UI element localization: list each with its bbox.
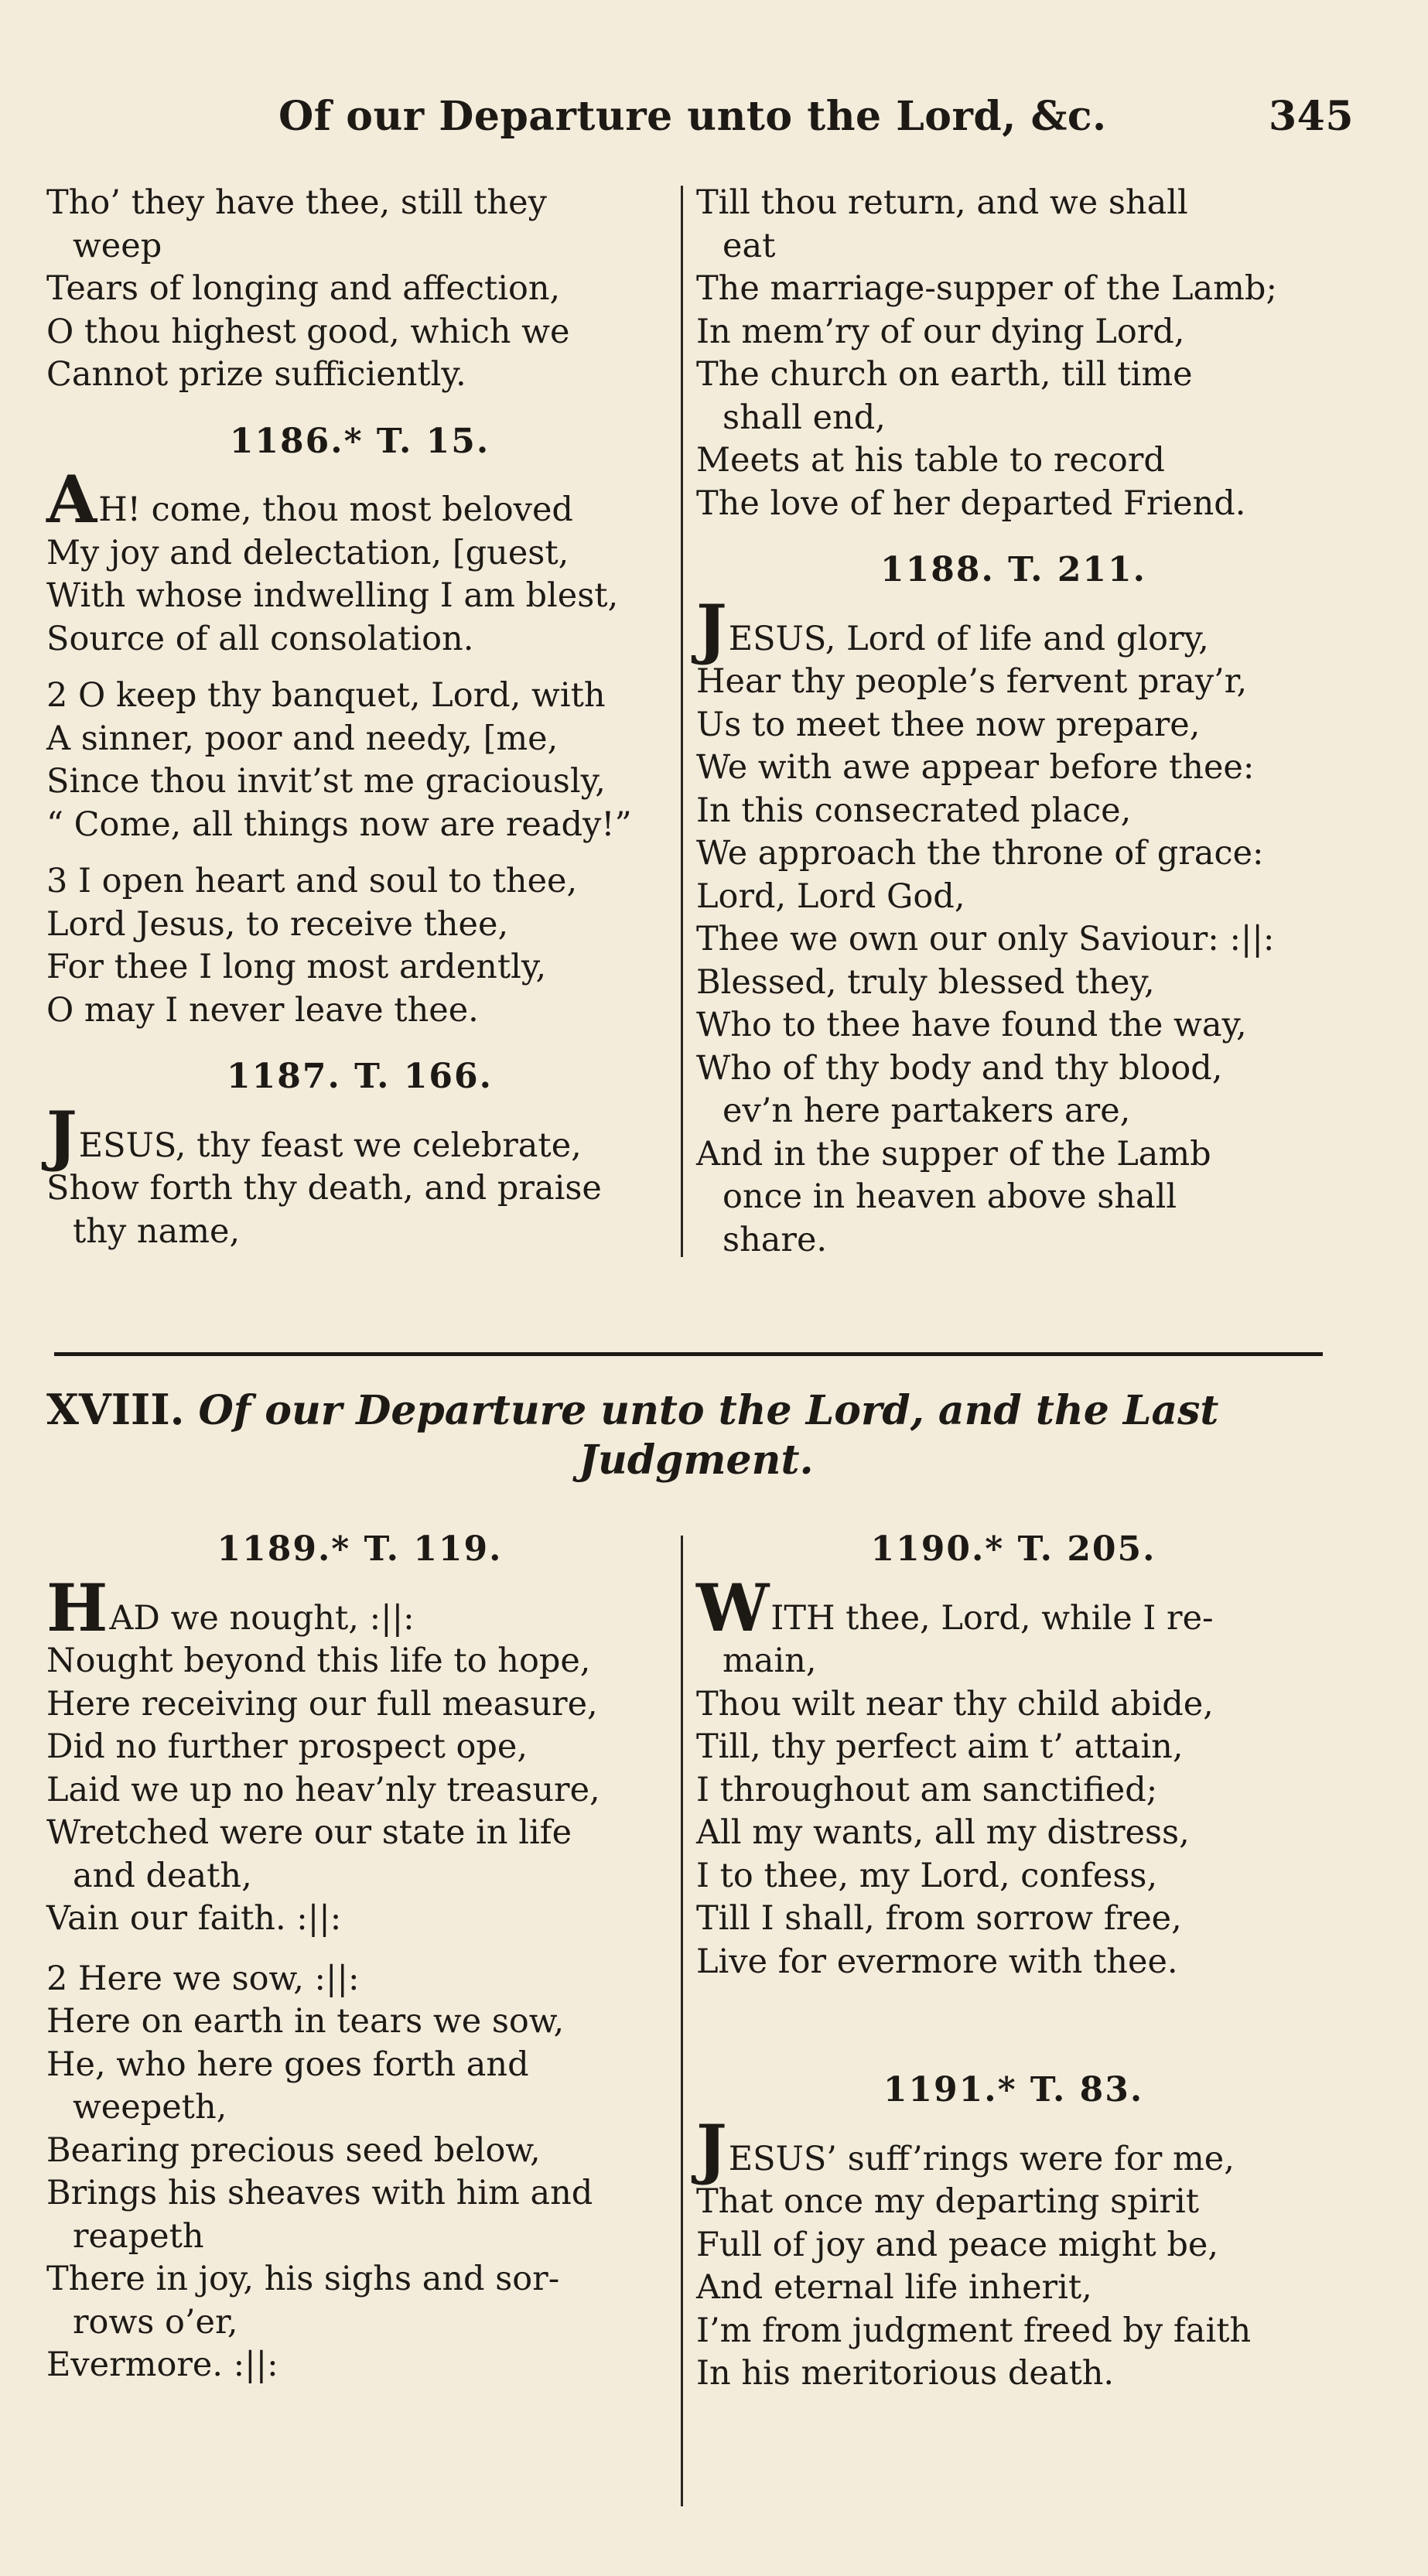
- verse-line: O thou highest good, which we: [46, 312, 570, 351]
- verse-line: Meets at his table to record: [696, 441, 1165, 480]
- verse-line: Here on earth in tears we sow,: [46, 2002, 565, 2041]
- verse-line: In mem’ry of our dying Lord,: [696, 312, 1185, 351]
- verse-line: Who to thee have found the way,: [696, 1006, 1247, 1044]
- verse-line: Who of thy body and thy blood,: [696, 1048, 1223, 1088]
- verse-line: The church on earth, till time: [696, 355, 1193, 394]
- hymn-heading-1190: 1190.* T. 205.: [870, 1529, 1156, 1569]
- verse-line: Tho’ they have thee, still they: [46, 183, 547, 222]
- section-title-text: Of our Departure unto the Lord, and the Last: [198, 1387, 1219, 1434]
- verse-line: Did no further prospect ope,: [46, 1727, 528, 1766]
- hymn-heading-1186: 1186.* T. 15.: [229, 421, 490, 461]
- verse-line: shall end,: [723, 398, 886, 437]
- section-rule: [54, 1352, 1323, 1356]
- verse-line: There in joy, his sighs and sor-: [46, 2260, 560, 2298]
- drop-cap: J: [696, 589, 727, 667]
- hymn-heading-1188: 1188. T. 211.: [880, 550, 1146, 589]
- verse-line: The love of her departed Friend.: [696, 483, 1246, 523]
- verse-line: main,: [723, 1642, 817, 1680]
- verse-line: We with awe appear before thee:: [696, 748, 1255, 787]
- hymn-first-line: JESUS, Lord of life and glory,: [696, 589, 1209, 667]
- verse-line: share.: [723, 1220, 828, 1259]
- verse-line: Full of joy and peace might be,: [696, 2225, 1219, 2264]
- verse-line: And in the supper of the Lamb: [696, 1134, 1211, 1174]
- drop-cap: J: [696, 2110, 727, 2187]
- verse-line: The marriage-supper of the Lamb;: [696, 269, 1277, 308]
- drop-cap: J: [46, 1096, 77, 1174]
- verse-line: thy name,: [73, 1211, 241, 1251]
- verse-line: and death,: [73, 1856, 252, 1895]
- verse-line: Lord Jesus, to receive thee,: [46, 904, 509, 944]
- verse-line: Brings his sheaves with him and: [46, 2174, 593, 2212]
- section-title: [46, 1385, 1377, 1485]
- bottom-right-column: [696, 1528, 1331, 2396]
- verse-line: Cannot prize sufficiently.: [46, 355, 466, 394]
- verse-line: 2 O keep thy banquet, Lord, with: [46, 676, 606, 715]
- hymn-first-line: JESUS’ suff’rings were for me,: [696, 2110, 1235, 2187]
- hymn-first-line: JESUS, thy feast we celebrate,: [46, 1096, 582, 1174]
- hymn-heading-1191: 1191.* T. 83.: [883, 2070, 1144, 2110]
- section-title-line-1: [46, 1385, 1377, 1436]
- verse-line: Lord, Lord God,: [696, 876, 965, 916]
- verse-line: reapeth: [73, 2216, 204, 2256]
- verse-line: 3 I open heart and soul to thee,: [46, 862, 578, 900]
- column-divider-bottom: [681, 1536, 683, 2506]
- verse-2: [46, 675, 673, 846]
- hymn-first-line: HAD we nought, :||:: [46, 1569, 415, 1646]
- verse-line: Till, thy perfect aim t’ attain,: [696, 1727, 1184, 1766]
- hymn-heading-1187: 1187. T. 166.: [227, 1057, 493, 1096]
- verse-line: Till I shall, from sorrow free,: [696, 1899, 1182, 1938]
- verse-line: Bearing precious seed below,: [46, 2130, 541, 2170]
- section-number: XVIII.: [46, 1385, 185, 1434]
- verse-line: Vain our faith. :||:: [46, 1899, 342, 1938]
- verse-line: Source of all consolation.: [46, 619, 474, 658]
- verse-line: Till thou return, and we shall: [696, 183, 1188, 222]
- column-divider-top: [681, 186, 683, 1257]
- drop-cap: H: [46, 1569, 108, 1646]
- verse-line: All my wants, all my distress,: [696, 1813, 1190, 1852]
- verse-line: Blessed, truly blessed they,: [696, 962, 1155, 1002]
- verse-line: eat: [723, 226, 776, 265]
- verse-line: In this consecrated place,: [696, 791, 1132, 830]
- verse-line: O may I never leave thee.: [46, 990, 479, 1030]
- verse-line: I’m from judgment freed by faith: [696, 2311, 1252, 2350]
- verse-line: 2 Here we sow, :||:: [46, 1959, 360, 1998]
- verse-line: A sinner, poor and needy, [me,: [46, 719, 559, 758]
- verse-line: rows o’er,: [73, 2302, 238, 2342]
- verse-line: He, who here goes forth and: [46, 2045, 529, 2084]
- verse-line: Evermore. :||:: [46, 2345, 278, 2384]
- drop-cap: W: [696, 1569, 770, 1646]
- hymn-first-line: AH! come, thou most beloved: [46, 461, 573, 538]
- verse-line: Thee we own our only Saviour: :||:: [696, 920, 1275, 958]
- top-right-column: [696, 182, 1331, 1262]
- verse-line: Nought beyond this life to hope,: [46, 1642, 591, 1680]
- top-left-column: [46, 182, 673, 1253]
- verse-line: Hear thy people’s fervent pray’r,: [696, 662, 1248, 701]
- drop-cap: A: [46, 461, 97, 538]
- page-number: 345: [1268, 93, 1354, 140]
- verse-line: Live for evermore with thee.: [696, 1942, 1178, 1981]
- verse-line: weepeth,: [73, 2088, 227, 2127]
- verse-line: That once my departing spirit: [696, 2182, 1200, 2221]
- verse-line: Here receiving our full measure,: [46, 1684, 598, 1724]
- verse-line: Tears of longing and affection,: [46, 269, 561, 308]
- hymn-first-line: WITH thee, Lord, while I re-: [696, 1569, 1214, 1646]
- verse-line: Us to meet thee now prepare,: [696, 705, 1201, 744]
- verse-line: Show forth thy death, and praise: [46, 1169, 602, 1208]
- verse-line: weep: [73, 226, 162, 265]
- verse-line: My joy and delectation, [guest,: [46, 533, 569, 572]
- verse-line: Wretched were our state in life: [46, 1813, 572, 1852]
- verse-line: Laid we up no heav’nly treasure,: [46, 1770, 600, 1809]
- hymn-heading-1189: 1189.* T. 119.: [217, 1529, 503, 1569]
- verse-line: For thee I long most ardently,: [46, 948, 547, 986]
- verse-line: With whose indwelling I am blest,: [46, 576, 619, 615]
- verse-line: We approach the throne of grace:: [696, 834, 1264, 873]
- verse-line: In his meritorious death.: [696, 2354, 1115, 2393]
- running-title: Of our Departure unto the Lord, &c.: [278, 93, 1107, 140]
- verse-line: I throughout am sanctified;: [696, 1770, 1158, 1809]
- verse-line: And eternal life inherit,: [696, 2268, 1092, 2307]
- verse-line: I to thee, my Lord, confess,: [696, 1856, 1158, 1895]
- verse-line: “ Come, all things now are ready!”: [46, 805, 632, 844]
- verse-line: Thou wilt near thy child abide,: [696, 1684, 1214, 1724]
- verse-2: [46, 1958, 673, 2387]
- verse-line: Since thou invit’st me graciously,: [46, 762, 606, 801]
- bottom-left-column: [46, 1528, 673, 2387]
- section-title-line-2: Judgment.: [579, 1437, 814, 1484]
- verse-3: [46, 860, 673, 1032]
- verse-line: ev’n here partakers are,: [723, 1092, 1131, 1130]
- verse-line: once in heaven above shall: [723, 1177, 1177, 1216]
